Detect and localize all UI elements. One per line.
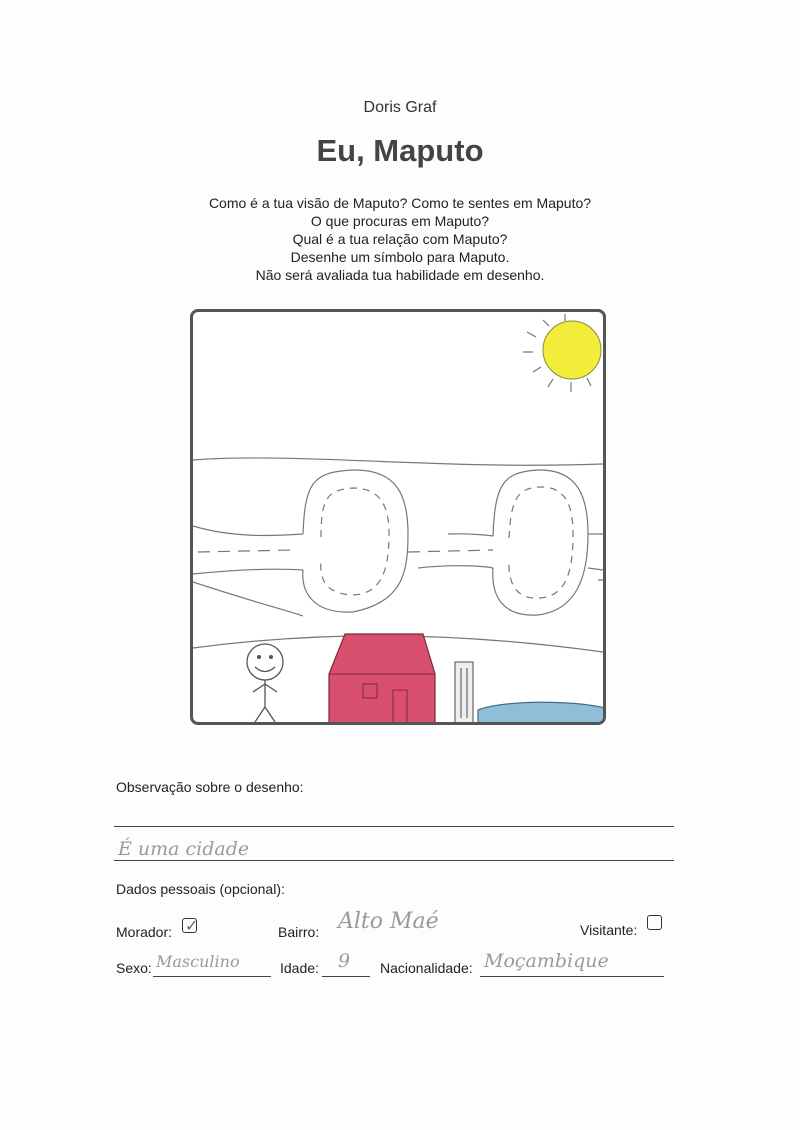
sexo-label: Sexo: bbox=[116, 960, 152, 976]
personal-data-label: Dados pessoais (opcional): bbox=[116, 881, 285, 897]
prompt-questions bbox=[0, 194, 800, 284]
observation-line-2 bbox=[114, 860, 674, 861]
idade-field[interactable]: 9 bbox=[338, 950, 351, 972]
observation-answer[interactable]: É uma cidade bbox=[118, 838, 250, 860]
morador-checkbox[interactable] bbox=[182, 918, 197, 933]
house-drawing bbox=[329, 634, 435, 722]
child-drawing bbox=[193, 312, 603, 722]
building-drawing bbox=[455, 662, 473, 722]
visitante-label: Visitante: bbox=[580, 922, 638, 938]
stick-figure bbox=[247, 644, 283, 722]
drawing-frame bbox=[190, 309, 606, 725]
question-line: Não será avaliada tua habilidade em desenho. bbox=[255, 267, 545, 283]
author-name: Doris Graf bbox=[363, 99, 437, 116]
sexo-line bbox=[153, 976, 271, 977]
visitante-checkbox[interactable] bbox=[647, 915, 662, 930]
sexo-field[interactable]: Masculino bbox=[156, 952, 240, 971]
sun-drawing bbox=[523, 314, 601, 392]
observation-line-1 bbox=[114, 826, 674, 827]
bairro-label: Bairro: bbox=[278, 924, 320, 940]
page-title: Eu, Maputo bbox=[316, 133, 484, 168]
question-line: Desenhe um símbolo para Maputo. bbox=[290, 249, 510, 265]
observation-label: Observação sobre o desenho: bbox=[116, 779, 304, 795]
nacionalidade-line bbox=[480, 976, 664, 977]
question-line: Qual é a tua relação com Maputo? bbox=[292, 231, 508, 247]
morador-label: Morador: bbox=[116, 924, 173, 940]
nacionalidade-field[interactable]: Moçambique bbox=[484, 950, 609, 972]
nacionalidade-label: Nacionalidade: bbox=[380, 960, 473, 976]
check-mark-icon: ✓ bbox=[185, 918, 199, 935]
water-drawing bbox=[478, 702, 603, 722]
bairro-field[interactable]: Alto Maé bbox=[338, 909, 439, 934]
idade-line bbox=[322, 976, 370, 977]
question-line: O que procuras em Maputo? bbox=[310, 213, 490, 229]
question-line: Como é a tua visão de Maputo? Como te sentes em Maputo? bbox=[208, 195, 592, 211]
idade-label: Idade: bbox=[280, 960, 319, 976]
road-drawing bbox=[193, 458, 603, 652]
